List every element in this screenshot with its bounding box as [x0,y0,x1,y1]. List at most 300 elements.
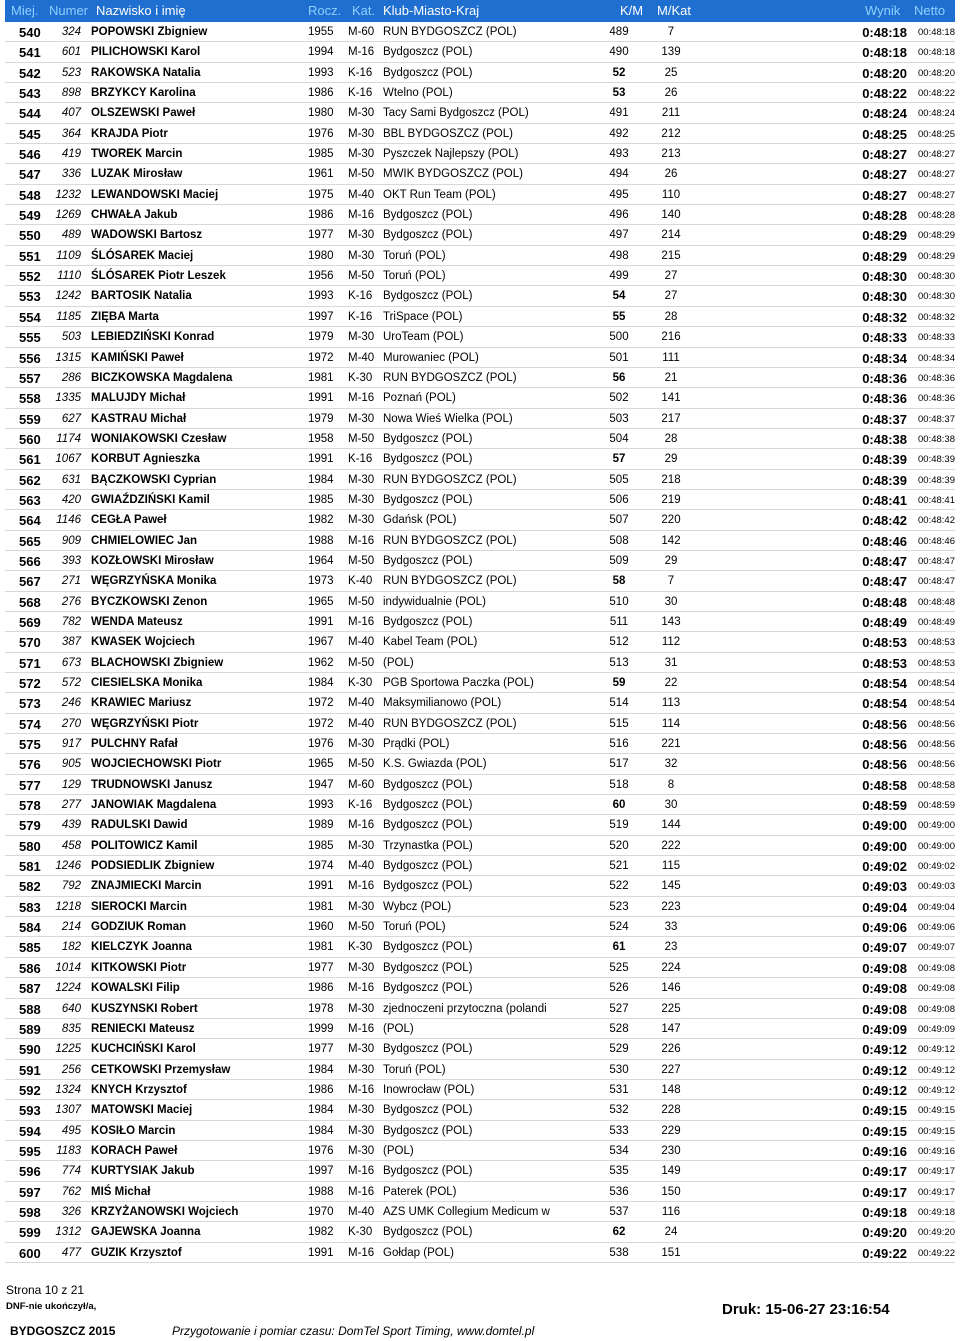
male-place-cell: 521 [609,860,629,873]
name-cell: WENDA Mateusz [91,615,183,628]
club-cell: Maksymilianowo (POL) [383,697,502,710]
place-cell: 598 [19,1204,41,1220]
name-cell: RENIECKI Mateusz [91,1022,195,1035]
year-cell: 1962 [308,656,334,669]
number-cell: 1269 [55,209,81,222]
name-cell: LEBIEDZIŃSKI Konrad [91,331,215,344]
category-cell: M-50 [348,432,375,445]
number-cell: 1335 [55,392,81,405]
result-cell: 0:48:18 [862,25,907,40]
year-cell: 1977 [308,229,334,242]
number-cell: 256 [61,1063,81,1076]
year-cell: 1981 [308,941,334,954]
table-row [5,348,955,368]
name-cell: WADOWSKI Bartosz [91,229,203,242]
net-time-cell: 00:48:41 [918,494,955,506]
number-cell: 762 [61,1185,81,1198]
name-cell: GODZIUK Roman [91,921,187,934]
category-place-cell: 30 [664,799,678,812]
category-cell: M-16 [348,1165,375,1178]
male-place-cell: 509 [609,554,629,567]
table-row [5,958,955,978]
male-place-cell: 537 [609,1205,629,1218]
category-cell: M-30 [348,514,375,527]
club-cell: Inowrocław (POL) [383,1083,475,1096]
club-cell: Bydgoszcz (POL) [383,961,473,974]
table-row [5,266,955,286]
table-row [5,368,955,388]
male-place-cell: 518 [609,778,629,791]
result-cell: 0:49:04 [862,899,907,915]
table-row [5,1060,955,1080]
category-cell: M-30 [348,493,375,506]
place-cell: 566 [19,553,41,569]
net-time-cell: 00:49:17 [918,1186,955,1198]
table-row [5,307,955,327]
place-cell: 555 [19,330,41,346]
place-cell: 578 [19,798,41,814]
table-row [5,327,955,347]
number-cell: 182 [61,941,81,954]
place-cell: 549 [19,208,41,224]
result-cell: 0:48:39 [862,452,907,468]
result-cell: 0:48:22 [862,86,907,102]
results-table-body [5,22,955,1263]
number-cell: 572 [61,677,81,689]
header-net: Netto [914,3,946,18]
name-cell: ZNAJMIECKI Marcin [91,880,202,893]
year-cell: 1986 [308,87,334,100]
result-cell: 0:48:47 [862,553,907,569]
category-place-cell: 227 [661,1063,681,1076]
net-time-cell: 00:48:58 [918,779,955,791]
table-row [5,897,955,917]
event-name: BYDGOSZCZ 2015 [10,1324,116,1338]
table-row [5,124,955,144]
result-cell: 0:48:49 [862,614,907,630]
result-cell: 0:48:34 [862,350,907,366]
category-place-cell: 114 [661,717,681,730]
net-time-cell: 00:48:47 [918,555,955,567]
male-place-cell: 522 [609,880,629,893]
result-cell: 0:48:36 [862,370,907,386]
result-cell: 0:48:56 [862,737,907,753]
number-cell: 774 [61,1165,81,1178]
net-time-cell: 00:48:56 [918,739,955,751]
male-place-cell: 524 [609,921,629,934]
year-cell: 1997 [308,310,334,323]
club-cell: Toruń (POL) [383,249,446,262]
result-cell: 0:48:39 [862,472,907,488]
year-cell: 1981 [308,371,334,384]
number-cell: 420 [61,493,81,506]
table-row [5,754,955,774]
result-cell: 0:49:12 [862,1082,907,1098]
club-cell: Bydgoszcz (POL) [383,1165,473,1178]
club-cell: Nowa Wieś Wielka (POL) [383,412,513,425]
net-time-cell: 00:48:39 [918,454,955,466]
table-row [5,551,955,571]
place-cell: 584 [19,920,41,936]
male-place-cell: 506 [609,493,629,506]
net-time-cell: 00:48:25 [918,128,955,140]
header-year: Rocz. [308,3,342,18]
result-cell: 0:48:37 [862,411,907,427]
result-cell: 0:48:59 [862,798,907,814]
table-row [5,103,955,123]
category-cell: M-16 [348,615,375,628]
net-time-cell: 00:49:09 [918,1023,955,1035]
name-cell: TWOREK Marcin [91,148,183,161]
table-row [5,1222,955,1242]
place-cell: 574 [19,716,41,732]
net-time-cell: 00:49:20 [918,1227,955,1239]
name-cell: MALUJDY Michał [91,392,186,405]
place-cell: 596 [19,1164,41,1180]
result-cell: 0:49:07 [862,940,907,956]
category-place-cell: 143 [661,615,681,628]
category-place-cell: 112 [661,636,681,649]
table-row [5,917,955,937]
club-cell: RUN BYDGOSZCZ (POL) [383,26,517,38]
male-place-cell: 507 [609,514,629,527]
category-place-cell: 226 [661,1043,681,1056]
number-cell: 364 [61,127,81,140]
number-cell: 1174 [56,432,81,445]
result-cell: 0:48:32 [862,309,907,325]
name-cell: BICZKOWSKA Magdalena [91,371,233,384]
year-cell: 1972 [308,717,334,730]
net-time-cell: 00:49:22 [918,1247,955,1259]
number-cell: 1242 [55,290,81,303]
club-cell: Bydgoszcz (POL) [383,453,473,466]
place-cell: 546 [19,147,41,163]
category-cell: M-16 [348,819,375,832]
header-category-place: M/Kat [657,3,691,18]
category-cell: M-16 [348,982,375,995]
year-cell: 1976 [308,738,334,751]
year-cell: 1972 [308,697,334,710]
year-cell: 1991 [308,880,334,893]
category-place-cell: 22 [664,677,678,689]
year-cell: 1997 [308,1165,334,1178]
name-cell: PILICHOWSKI Karol [91,46,201,59]
net-time-cell: 00:48:34 [918,352,955,364]
place-cell: 576 [19,757,41,773]
club-cell: TriSpace (POL) [383,310,463,323]
year-cell: 1977 [308,961,334,974]
table-row [5,937,955,957]
year-cell: 1972 [308,351,334,364]
category-place-cell: 145 [661,880,681,893]
table-row [5,999,955,1019]
result-cell: 0:49:08 [862,981,907,997]
male-place-cell: 529 [609,1043,629,1056]
female-place-cell: 62 [612,1226,626,1239]
club-cell: OKT Run Team (POL) [383,188,496,201]
name-cell: ZIĘBA Marta [91,310,159,323]
category-cell: K-16 [348,799,373,812]
result-cell: 0:49:06 [862,920,907,936]
year-cell: 1956 [308,270,334,283]
number-cell: 1014 [55,961,81,974]
result-cell: 0:48:46 [862,533,907,549]
place-cell: 585 [19,940,41,956]
result-cell: 0:49:15 [862,1123,907,1139]
club-cell: (POL) [383,656,414,669]
female-place-cell: 59 [612,677,626,689]
year-cell: 1988 [308,1185,334,1198]
table-row [5,775,955,795]
net-time-cell: 00:48:32 [918,311,955,323]
result-cell: 0:48:27 [862,167,907,183]
year-cell: 1965 [308,595,334,608]
male-place-cell: 523 [609,900,629,913]
place-cell: 571 [19,655,41,671]
place-cell: 556 [19,350,41,366]
category-cell: M-50 [348,554,375,567]
number-cell: 1246 [55,860,81,873]
category-cell: M-16 [348,46,375,59]
number-cell: 1218 [55,900,81,913]
name-cell: PODSIEDLIK Zbigniew [91,860,215,873]
category-place-cell: 211 [661,107,681,120]
net-time-cell: 00:48:22 [918,88,955,100]
place-cell: 551 [19,248,41,264]
place-cell: 558 [19,391,41,407]
club-cell: RUN BYDGOSZCZ (POL) [383,534,517,547]
table-row [5,205,955,225]
category-cell: M-30 [348,1043,375,1056]
male-place-cell: 520 [609,839,629,852]
name-cell: KUSZYNSKI Robert [91,1002,198,1015]
category-cell: M-16 [348,534,375,547]
place-cell: 580 [19,838,41,854]
table-row [5,1080,955,1100]
table-row [5,1019,955,1039]
place-cell: 542 [19,65,41,81]
club-cell: PGB Sportowa Paczka (POL) [383,677,534,689]
club-cell: Bydgoszcz (POL) [383,1043,473,1056]
category-cell: M-16 [348,1246,375,1259]
club-cell: Bydgoszcz (POL) [383,66,473,79]
name-cell: POLITOWICZ Kamil [91,839,198,852]
female-place-cell: 52 [612,66,626,79]
place-cell: 599 [19,1225,41,1241]
table-row [5,571,955,591]
table-row [5,490,955,510]
result-cell: 0:48:53 [862,635,907,651]
category-place-cell: 150 [661,1185,681,1198]
category-cell: M-30 [348,961,375,974]
year-cell: 1960 [308,921,334,934]
net-time-cell: 00:49:16 [918,1145,955,1157]
result-cell: 0:49:02 [862,859,907,875]
result-cell: 0:48:54 [862,696,907,712]
net-time-cell: 00:48:53 [918,637,955,649]
place-cell: 545 [19,126,41,142]
table-row [5,1039,955,1059]
table-row [5,612,955,632]
year-cell: 1986 [308,1083,334,1096]
table-row [5,22,955,42]
place-cell: 577 [19,777,41,793]
net-time-cell: 00:49:17 [918,1166,955,1178]
table-row [5,1182,955,1202]
category-place-cell: 140 [661,209,681,222]
category-place-cell: 26 [664,87,678,100]
number-cell: 271 [61,575,81,588]
club-cell: Gołdap (POL) [383,1246,454,1259]
category-place-cell: 29 [664,554,678,567]
place-cell: 554 [19,309,41,325]
result-cell: 0:49:17 [862,1184,907,1200]
result-cell: 0:48:56 [862,757,907,773]
female-place-cell: 58 [612,575,626,588]
club-cell: Toruń (POL) [383,921,446,934]
net-time-cell: 00:48:46 [918,535,955,547]
net-time-cell: 00:48:59 [918,800,955,812]
category-cell: M-30 [348,331,375,344]
category-cell: M-30 [348,738,375,751]
place-cell: 569 [19,614,41,630]
name-cell: ŚLÓSAREK Piotr Leszek [91,270,226,283]
category-place-cell: 223 [661,900,681,913]
category-cell: M-50 [348,921,375,934]
year-cell: 1999 [308,1022,334,1035]
net-time-cell: 00:48:39 [918,474,955,486]
place-cell: 563 [19,492,41,508]
place-cell: 579 [19,818,41,834]
year-cell: 1978 [308,1002,334,1015]
category-place-cell: 30 [664,595,678,608]
number-cell: 1324 [55,1083,81,1096]
header-category: Kat. [352,3,376,18]
club-cell: Wtelno (POL) [383,87,453,100]
table-row [5,63,955,83]
category-cell: M-16 [348,392,375,405]
table-row [5,673,955,693]
year-cell: 1984 [308,473,334,486]
net-time-cell: 00:49:18 [918,1206,955,1218]
net-time-cell: 00:49:04 [918,901,955,913]
category-cell: M-60 [348,26,375,38]
male-place-cell: 504 [609,432,629,445]
club-cell: RUN BYDGOSZCZ (POL) [383,717,517,730]
category-place-cell: 217 [661,412,681,425]
table-row [5,388,955,408]
result-cell: 0:49:09 [862,1021,907,1037]
year-cell: 1955 [308,26,334,38]
result-cell: 0:48:53 [862,655,907,671]
male-place-cell: 511 [609,615,629,628]
club-cell: RUN BYDGOSZCZ (POL) [383,575,517,588]
category-cell: M-30 [348,1063,375,1076]
net-time-cell: 00:48:37 [918,413,955,425]
result-cell: 0:48:42 [862,513,907,529]
category-place-cell: 222 [661,839,681,852]
category-cell: K-30 [348,371,373,384]
result-cell: 0:49:18 [862,1204,907,1220]
place-cell: 583 [19,899,41,915]
year-cell: 1975 [308,188,334,201]
result-cell: 0:49:08 [862,1001,907,1017]
male-place-cell: 496 [609,209,629,222]
net-time-cell: 00:48:24 [918,108,955,120]
name-cell: MATOWSKI Maciej [91,1104,193,1117]
name-cell: CHMIELOWIEC Jan [91,534,198,547]
place-cell: 581 [19,859,41,875]
club-cell: Bydgoszcz (POL) [383,290,473,303]
name-cell: PULCHNY Rafał [91,738,178,751]
net-time-cell: 00:48:18 [918,47,955,59]
net-time-cell: 00:49:12 [918,1084,955,1096]
male-place-cell: 531 [609,1083,629,1096]
category-place-cell: 111 [662,351,680,364]
number-cell: 326 [61,1205,81,1218]
male-place-cell: 491 [609,107,629,120]
name-cell: KRZYŻANOWSKI Wojciech [91,1205,239,1218]
table-row [5,632,955,652]
category-place-cell: 151 [661,1246,681,1259]
number-cell: 1146 [56,514,81,527]
category-cell: M-30 [348,127,375,140]
name-cell: KOWALSKI Filip [91,982,180,995]
club-cell: RUN BYDGOSZCZ (POL) [383,473,517,486]
result-cell: 0:48:47 [862,574,907,590]
name-cell: POPOWSKI Zbigniew [91,26,208,38]
male-place-cell: 534 [609,1144,629,1157]
male-place-cell: 493 [609,148,629,161]
header-number: Numer [49,3,89,18]
dnf-note: DNF-nie ukończył/a, [6,1301,97,1312]
category-cell: M-30 [348,839,375,852]
number-cell: 905 [61,758,81,771]
result-cell: 0:49:00 [862,838,907,854]
category-place-cell: 146 [661,982,681,995]
table-row [5,836,955,856]
name-cell: LUZAK Mirosław [91,168,183,181]
result-cell: 0:48:41 [862,492,907,508]
male-place-cell: 502 [609,392,629,405]
timing-credit: Przygotowanie i pomiar czasu: DomTel Sport Timing, www.domtel.pl [172,1324,535,1338]
male-place-cell: 532 [609,1104,629,1117]
club-cell: Poznań (POL) [383,392,456,405]
place-cell: 587 [19,981,41,997]
table-row [5,225,955,245]
result-cell: 0:48:58 [862,777,907,793]
table-row [5,42,955,62]
category-place-cell: 29 [664,453,678,466]
result-cell: 0:49:03 [862,879,907,895]
net-time-cell: 00:49:08 [918,983,955,995]
category-cell: M-30 [348,900,375,913]
result-cell: 0:49:15 [862,1103,907,1119]
number-cell: 1185 [56,310,81,323]
category-place-cell: 144 [661,819,681,832]
table-row [5,185,955,205]
year-cell: 1991 [308,1246,334,1259]
name-cell: RADULSKI Dawid [91,819,188,832]
result-cell: 0:48:27 [862,187,907,203]
club-cell: Wybcz (POL) [383,900,452,913]
club-cell: Tacy Sami Bydgoszcz (POL) [383,107,529,120]
male-place-cell: 535 [609,1165,629,1178]
club-cell: Bydgoszcz (POL) [383,46,473,59]
category-place-cell: 214 [661,229,681,242]
male-place-cell: 499 [609,270,629,283]
result-cell: 0:49:20 [862,1225,907,1241]
